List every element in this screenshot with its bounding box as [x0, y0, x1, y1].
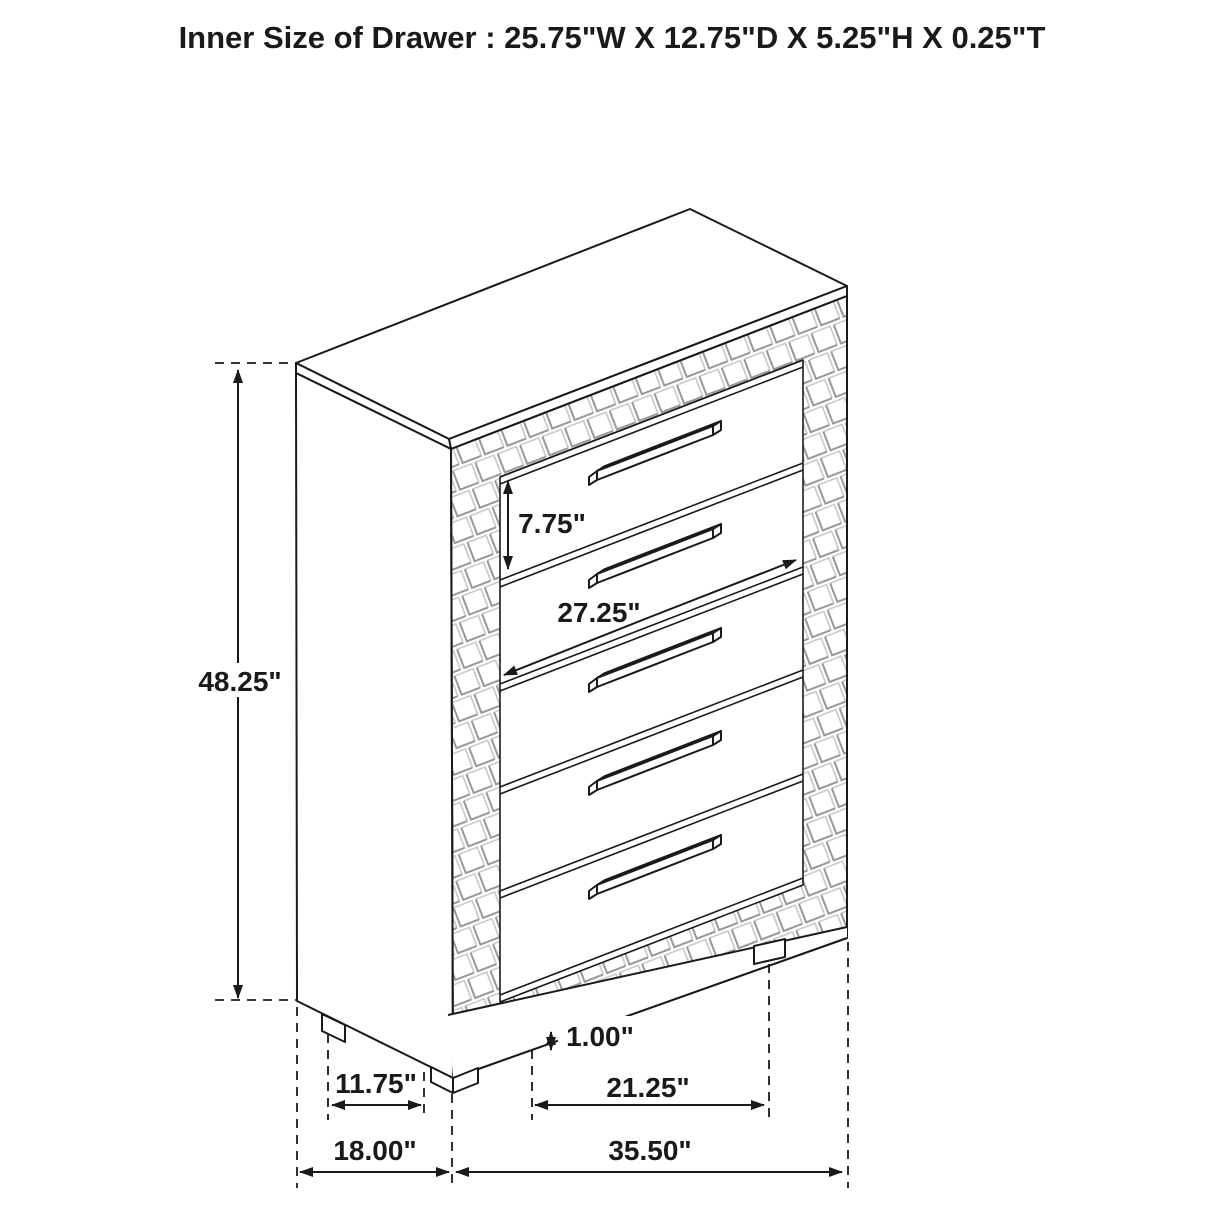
cabinet-side-panel	[296, 373, 453, 1078]
front-foot-spacing-label: 21.25"	[606, 1072, 690, 1103]
dimension-side-foot-spacing	[332, 1068, 421, 1105]
drawer-width-label: 27.25"	[557, 597, 641, 628]
dimension-overall-height	[198, 363, 297, 1000]
dimension-front-foot-spacing	[535, 1072, 764, 1105]
dimension-base-height	[551, 1016, 642, 1052]
drawer-height-label: 7.75"	[518, 508, 586, 539]
overall-depth-label: 18.00"	[333, 1135, 417, 1166]
side-foot-spacing-label: 11.75"	[335, 1068, 417, 1099]
base-height-label: 1.00"	[566, 1021, 634, 1052]
overall-height-label: 48.25"	[198, 666, 282, 697]
dimension-overall-width	[456, 1135, 842, 1172]
diagram-title: Inner Size of Drawer : 25.75"W X 12.75"D X 5.25"H X 0.25"T	[178, 20, 1046, 55]
dimension-overall-depth	[300, 1135, 449, 1172]
cabinet-drawing	[296, 209, 847, 1093]
overall-width-label: 35.50"	[608, 1135, 692, 1166]
